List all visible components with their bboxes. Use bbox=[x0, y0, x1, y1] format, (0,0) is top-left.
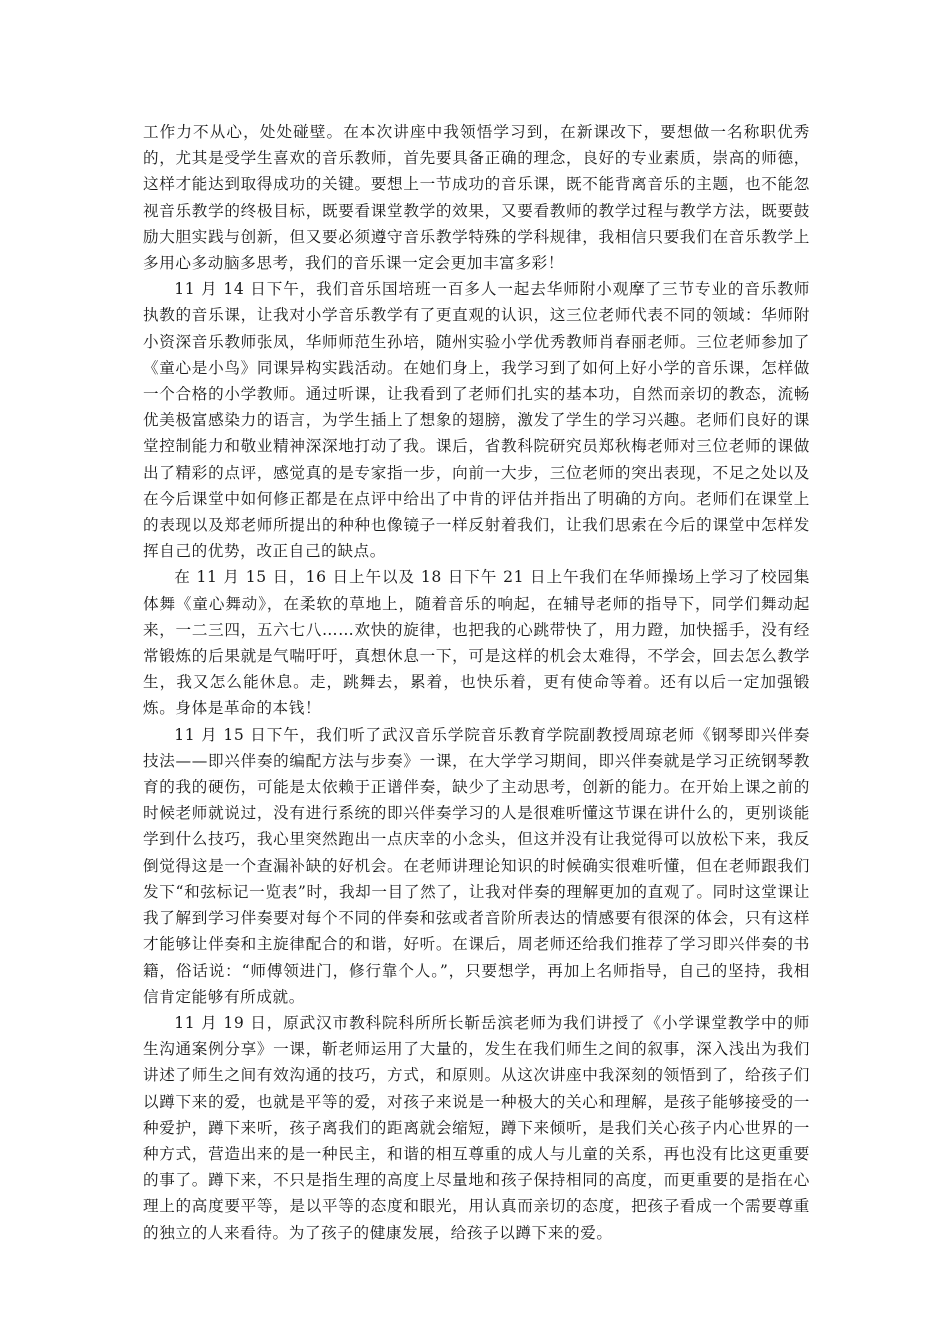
paragraph-campus-dance: 在 11 月 15 日，16 日上午以及 18 日下午 21 日上午我们在华师操场上学习了校园集体舞《童心舞动》，在柔软的草地上，随着音乐的响起，在辅导老师的指导下，同学们舞动起来，一二三四，五六七八……欢快的旋律，也把我的心跳带快了，用力蹬，加快摇手，没有经常锻炼的后果就是气喘吁吁，真想休息一下，可是这样的机会太难得，不学会，回去怎么教学生，我又怎么能休息。走，跳舞去，累着，也快乐着，更有使命等着。还有以后一定加强锻炼。身体是革命的本钱！ bbox=[143, 568, 810, 718]
document-page bbox=[143, 119, 810, 1246]
paragraph-teacher-student-communication: 11 月 19 日，原武汉市教科院科所所长靳岳滨老师为我们讲授了《小学课堂教学中的师生沟通案例分享》一课，靳老师运用了大量的，发生在我们师生之间的叙事，深入浅出为我们讲述了师生之间有效沟通的技巧，方式，和原则。从这次讲座中我深刻的领悟到了，给孩子们以蹲下来的爱，也就是平等的爱，对孩子来说是一种极大的关心和理解，是孩子能够接受的一种爱护，蹲下来听，孩子离我们的距离就会缩短，蹲下来倾听，是我们关心孩子内心世界的一种方式，营造出来的是一种民主，和谐的相互尊重的成人与儿童的关系，再也没有比这更重要的事了。蹲下来，不只是指生理的高度上尽量地和孩子保持相同的高度，而更重要的是指在心理上的高度要平等，是以平等的态度和眼光，用认真而亲切的态度，把孩子看成一个需要尊重的独立的人来看待。为了孩子的健康发展，给孩子以蹲下来的爱。 bbox=[143, 1013, 810, 1242]
paragraph-nov14-observation: 11 月 14 日下午，我们音乐国培班一百多人一起去华师附小观摩了三节专业的音乐教师执教的音乐课，让我对小学音乐教学有了更直观的认识，这三位老师代表不同的领域：华师附小资深音乐教师张凤，华师师范生孙培，随州实验小学优秀教师肖春丽老师。三位老师参加了《童心是小鸟》同课异构实践活动。在她们身上，我学习到了如何上好小学的音乐课，怎样做一个合格的小学教师。通过听课，让我看到了老师们扎实的基本功，自然而亲切的教态，流畅优美极富感染力的语言，为学生插上了想象的翅膀，激发了学生的学习兴趣。老师们良好的课堂控制能力和敬业精神深深地打动了我。课后，省教科院研究员郑秋梅老师对三位老师的课做出了精彩的点评，感觉真的是专家指一步，向前一大步，三位老师的突出表现，不足之处以及在今后课堂中如何修正都是在点评中给出了中肯的评估并指出了明确的方向。老师们在课堂上的表现以及郑老师所提出的种种也像镜子一样反射着我们，让我们思索在今后的课堂中怎样发挥自己的优势，改正自己的缺点。 bbox=[143, 280, 810, 561]
paragraph-intro: 工作力不从心，处处碰壁。在本次讲座中我领悟学习到，在新课改下，要想做一名称职优秀的，尤其是受学生喜欢的音乐教师，首先要具备正确的理念，良好的专业素质，崇高的师德，这样才能达到取得成功的关键。要想上一节成功的音乐课，既不能背离音乐的主题，也不能忽视音乐教学的终极目标，既要看课堂教学的效果，又要看教师的教学过程与教学方法，既要鼓励大胆实践与创新，但又要必须遵守音乐教学特殊的学科规律，我相信只要我们在音乐教学上多用心多动脑多思考，我们的音乐课一定会更加丰富多彩！ bbox=[143, 123, 810, 273]
paragraph-piano-accompaniment: 11 月 15 日下午，我们听了武汉音乐学院音乐教育学院副教授周琼老师《钢琴即兴伴奏技法——即兴伴奏的编配方法与步奏》一课，在大学学习期间，即兴伴奏就是学习正统钢琴教育的我的硬伤，可能是太依赖于正谱伴奏，缺少了主动思考，创新的能力。在开始上课之前的时候老师就说过，没有进行系统的即兴伴奏学习的人是很难听懂这节课在讲什么的，更别谈能学到什么技巧，我心里突然跑出一点庆幸的小念头，但这并没有让我觉得可以放松下来，我反倒觉得这是一个查漏补缺的好机会。在老师讲理论知识的时候确实很难听懂，但在老师跟我们发下“和弦标记一览表”时，我却一目了然了，让我对伴奏的理解更加的直观了。同时这堂课让我了解到学习伴奏要对每个不同的伴奏和弦或者音阶所表达的情感要有很深的体会，只有这样才能够让伴奏和主旋律配合的和谐，好听。在课后，周老师还给我们推荐了学习即兴伴奏的书籍，俗话说：“师傅领进门，修行靠个人。”，只要想学，再加上名师指导，自己的坚持，我相信肯定能够有所成就。 bbox=[143, 725, 810, 1006]
